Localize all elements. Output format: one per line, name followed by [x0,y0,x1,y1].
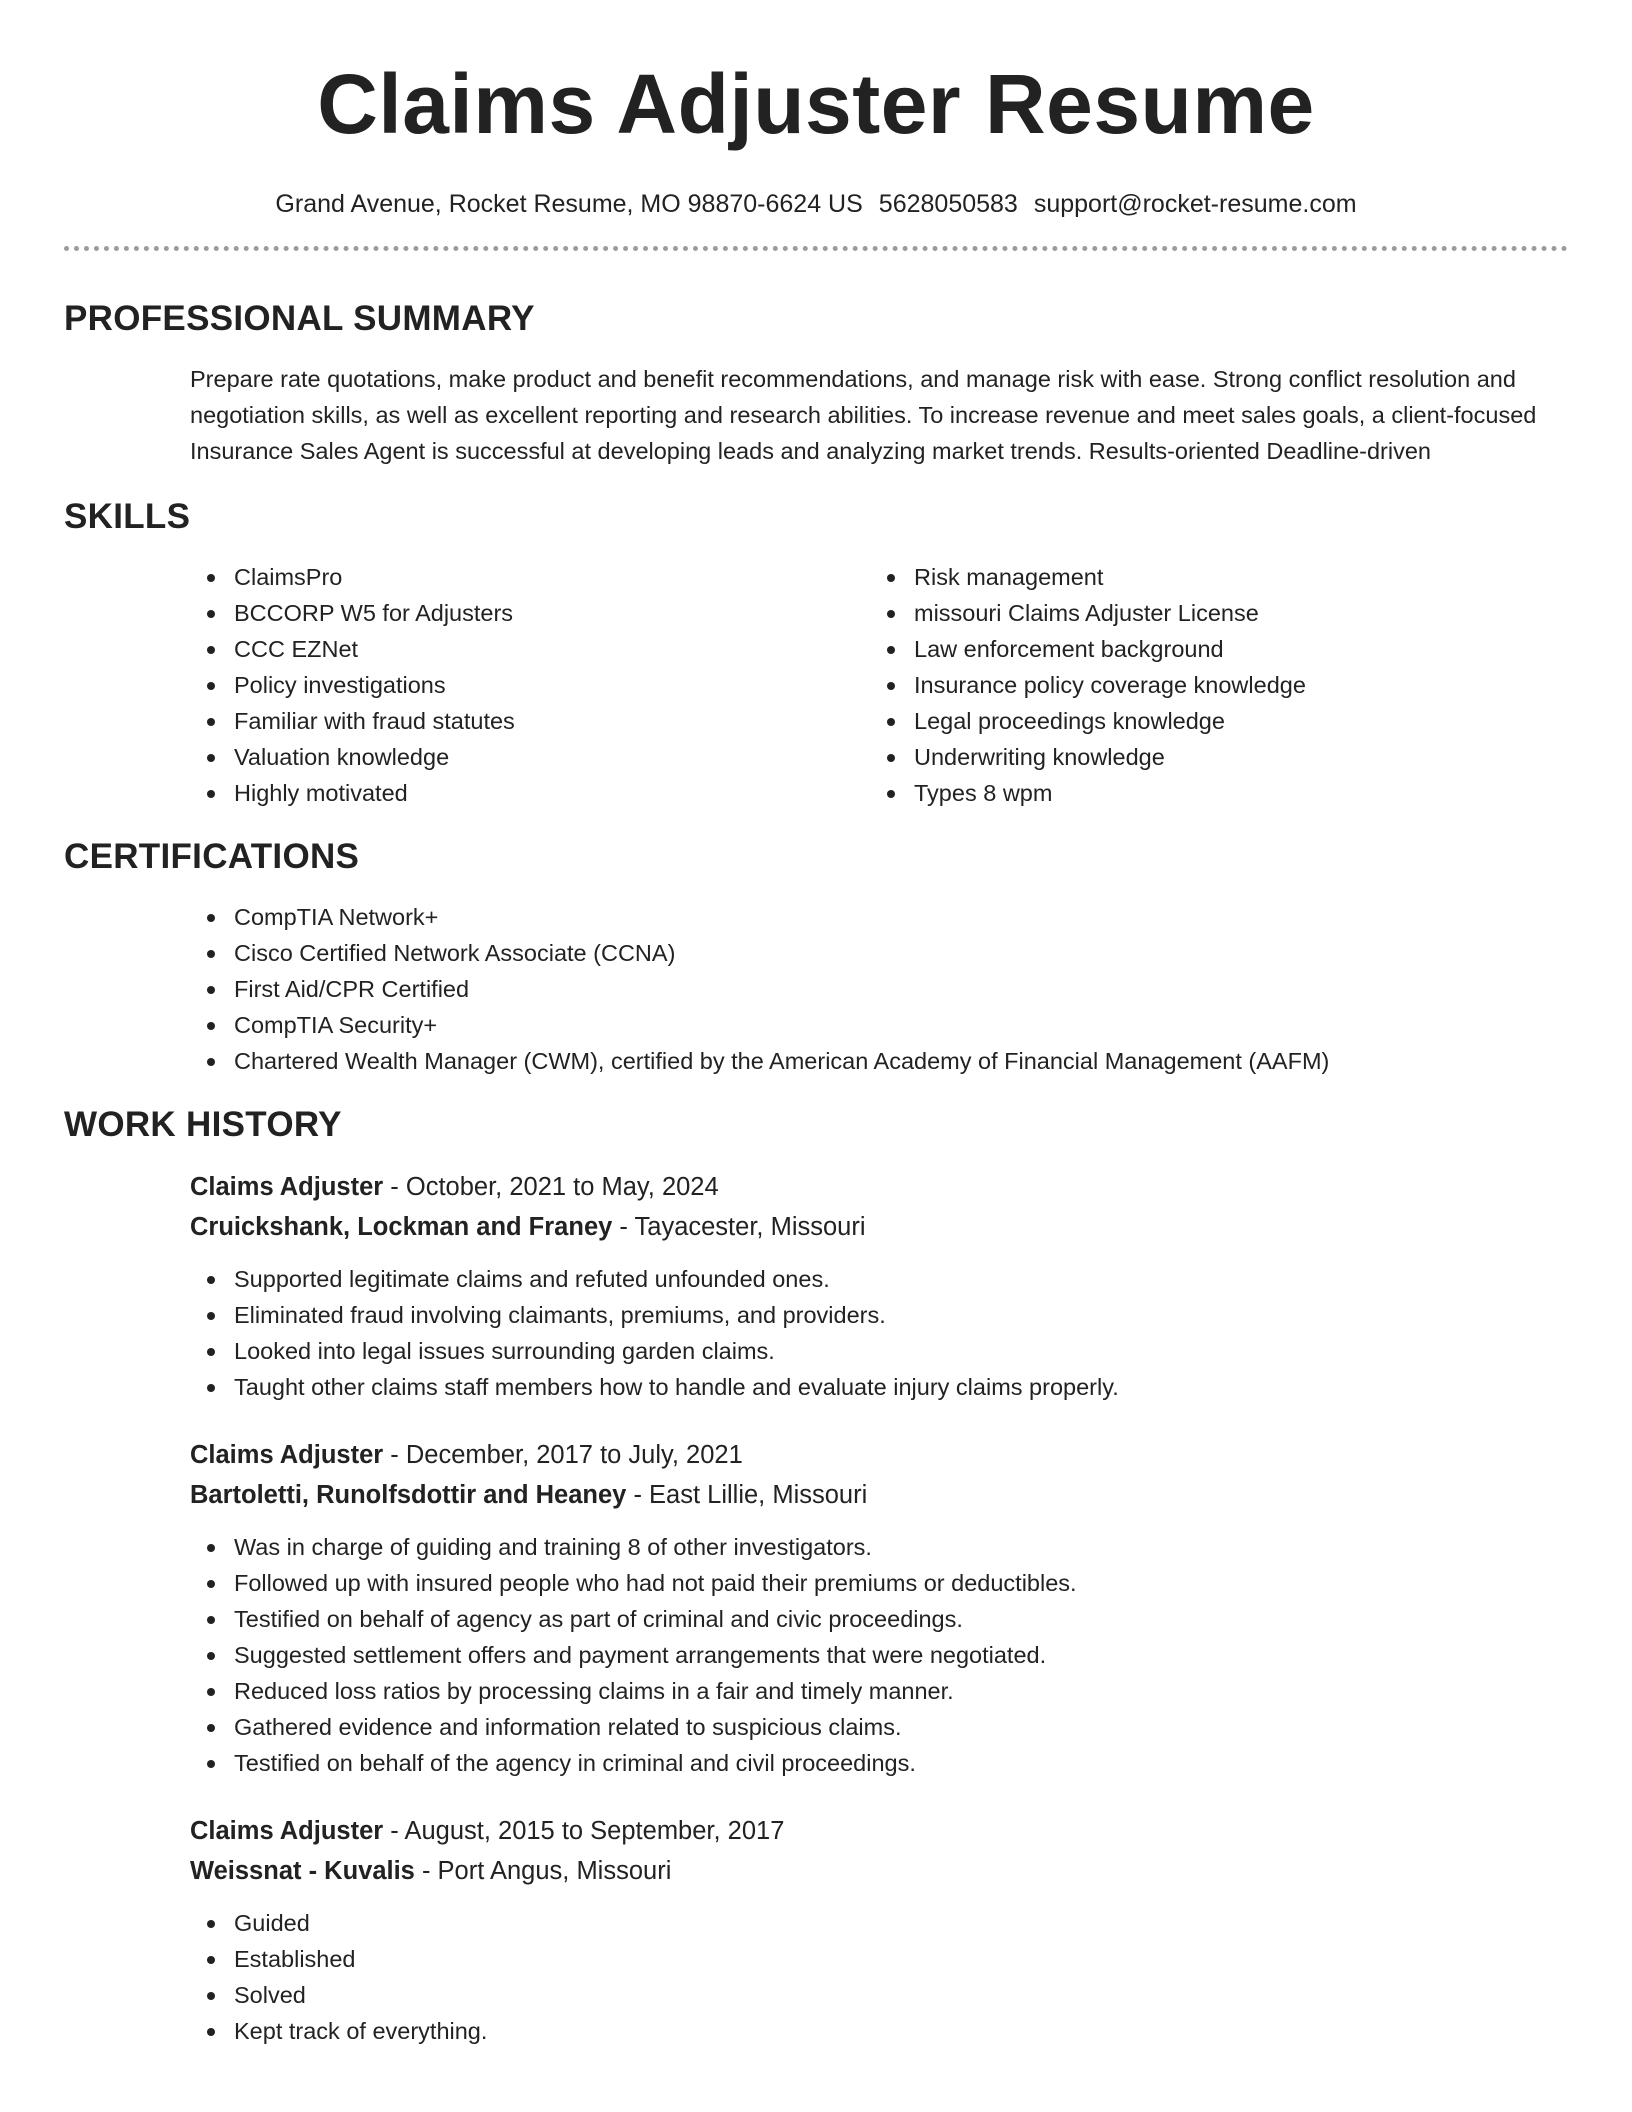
job-company: Cruickshank, Lockman and Franey [190,1213,613,1241]
skill-item: Valuation knowledge [190,739,870,775]
job-title-line [190,1167,1568,1207]
job-duties-list [190,1905,1568,2049]
job-entry [190,1435,1568,1781]
job-duty-item: Testified on behalf of the agency in criminal and civil proceedings. [190,1745,1568,1781]
job-duty-item: Reduced loss ratios by processing claims in a fair and timely manner. [190,1673,1568,1709]
skills-grid [190,559,1568,811]
certifications-section [64,835,1568,1079]
skills-section [64,495,1568,811]
skills-title: SKILLS [64,497,191,536]
skill-item: Policy investigations [190,667,870,703]
work-history-title: WORK HISTORY [64,1105,342,1144]
skill-item: CCC EZNet [190,631,870,667]
contact-phone: 5628050583 [878,190,1018,218]
skill-item: Risk management [870,559,1550,595]
certification-item: CompTIA Security+ [190,1007,1568,1043]
skill-item: Law enforcement background [870,631,1550,667]
certification-item: CompTIA Network+ [190,899,1568,935]
job-entry [190,1811,1568,2049]
summary-section [64,297,1568,469]
contact-address: Grand Avenue, Rocket Resume, MO 98870-6624 US [275,190,863,218]
skill-item: Highly motivated [190,775,870,811]
job-duty-item: Established [190,1941,1568,1977]
job-duty-item: Looked into legal issues surrounding garden claims. [190,1333,1568,1369]
job-entry [190,1167,1568,1405]
skill-item: Legal proceedings knowledge [870,703,1550,739]
job-duty-item: Guided [190,1905,1568,1941]
job-company: Weissnat - Kuvalis [190,1857,415,1885]
job-role: Claims Adjuster [190,1173,384,1201]
skill-item: Types 8 wpm [870,775,1550,811]
skill-item: BCCORP W5 for Adjusters [190,595,870,631]
skill-item: missouri Claims Adjuster License [870,595,1550,631]
job-location: - East Lillie, Missouri [626,1481,868,1509]
job-duty-item: Gathered evidence and information related to suspicious claims. [190,1709,1568,1745]
contact-email: support@rocket-resume.com [1033,190,1357,218]
job-duty-item: Eliminated fraud involving claimants, premiums, and providers. [190,1297,1568,1333]
job-duties-list [190,1529,1568,1781]
certification-item: First Aid/CPR Certified [190,971,1568,1007]
job-duty-item: Taught other claims staff members how to handle and evaluate injury claims properly. [190,1369,1568,1405]
summary-text: Prepare rate quotations, make product and benefit recommendations, and manage risk with ease. Strong conflict resolution and negotiation skills, as well as excellent reporting and research abilities. To increase revenue and meet sales goals, a client-focused Insurance Sales Agent is successful at developing leads and analyzing market trends. Results-oriented Deadline-driven [190,366,1537,464]
resume-header [64,0,1568,220]
certification-item: Chartered Wealth Manager (CWM), certified by the American Academy of Financial Management (AAFM) [190,1043,1568,1079]
certifications-list [190,899,1568,1079]
job-dates: - October, 2021 to May, 2024 [383,1173,719,1201]
job-company-line [190,1851,1568,1891]
skill-item: Underwriting knowledge [870,739,1550,775]
job-title-line [190,1811,1568,1851]
contact-line [64,188,1568,220]
job-duty-item: Solved [190,1977,1568,2013]
job-company: Bartoletti, Runolfsdottir and Heaney [190,1481,627,1509]
job-location: - Tayacester, Missouri [612,1213,866,1241]
skills-list-left [190,559,870,811]
skill-item: Insurance policy coverage knowledge [870,667,1550,703]
skills-list-right [870,559,1550,811]
job-duty-item: Suggested settlement offers and payment arrangements that were negotiated. [190,1637,1568,1673]
work-history-section [64,1103,1568,2049]
header-divider [64,246,1568,251]
skill-item: Familiar with fraud statutes [190,703,870,739]
resume-title: Claims Adjuster Resume [317,57,1315,151]
certifications-title: CERTIFICATIONS [64,837,360,876]
job-dates: - August, 2015 to September, 2017 [383,1817,785,1845]
job-duty-item: Followed up with insured people who had not paid their premiums or deductibles. [190,1565,1568,1601]
job-duty-item: Supported legitimate claims and refuted unfounded ones. [190,1261,1568,1297]
job-dates: - December, 2017 to July, 2021 [383,1441,743,1469]
job-company-line [190,1475,1568,1515]
job-duties-list [190,1261,1568,1405]
job-duty-item: Testified on behalf of agency as part of criminal and civic proceedings. [190,1601,1568,1637]
job-role: Claims Adjuster [190,1441,384,1469]
skill-item: ClaimsPro [190,559,870,595]
job-duty-item: Was in charge of guiding and training 8 of other investigators. [190,1529,1568,1565]
certification-item: Cisco Certified Network Associate (CCNA) [190,935,1568,971]
job-role: Claims Adjuster [190,1817,384,1845]
job-location: - Port Angus, Missouri [414,1857,672,1885]
job-duty-item: Kept track of everything. [190,2013,1568,2049]
job-company-line [190,1207,1568,1247]
job-title-line [190,1435,1568,1475]
summary-title: PROFESSIONAL SUMMARY [64,299,535,338]
